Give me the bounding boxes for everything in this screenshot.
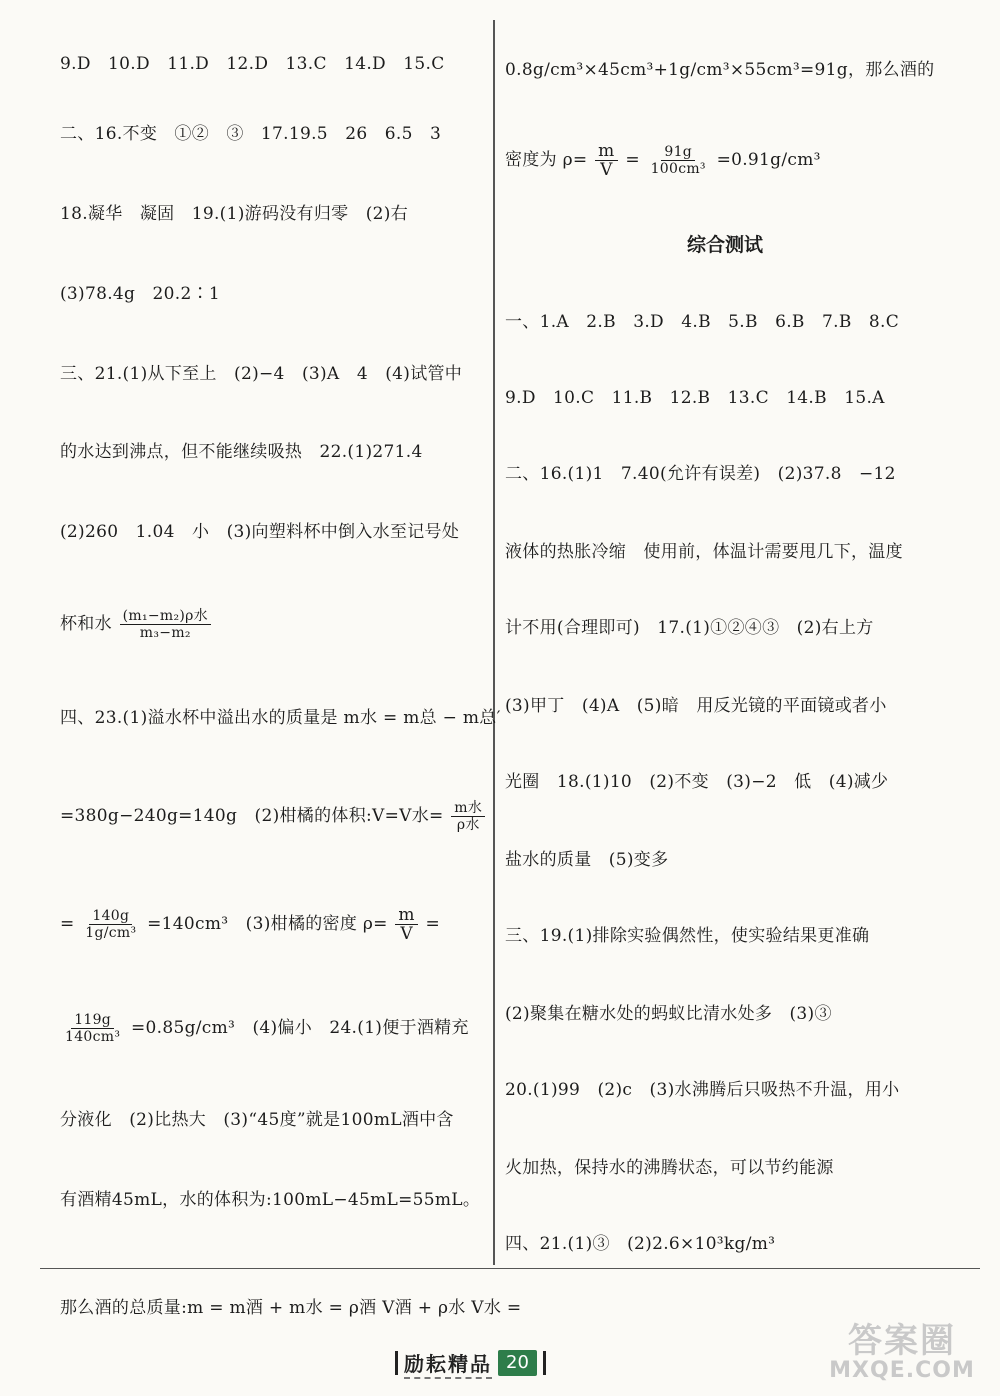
fraction-numerator: 140g — [89, 908, 132, 925]
answer-line: 四、21.(1)③ (2)2.6×10³kg/m³ — [505, 1234, 776, 1254]
answer-line — [60, 608, 213, 641]
answer-line: 18.凝华 凝固 19.(1)游码没有归零 (2)右 — [60, 204, 409, 224]
answer-line — [60, 906, 440, 943]
section-heading: 综合测试 — [686, 234, 763, 256]
line-text: = — [425, 914, 441, 934]
answer-line: 三、21.(1)从下至上 (2)−4 (3)A 4 (4)试管中 — [60, 364, 463, 384]
fraction — [62, 1012, 123, 1045]
line-text: =140cm³ (3)柑橘的密度 ρ= — [147, 914, 388, 934]
answer-line: (2)聚集在糖水处的蚂蚁比清水处多 (3)③ — [505, 1004, 832, 1024]
fraction-denominator: 1g/cm³ — [85, 925, 137, 941]
fraction-denominator: 100cm³ — [650, 161, 706, 177]
answer-line: (2)260 1.04 小 (3)向塑料杯中倒入水至记号处 — [60, 522, 460, 542]
answer-line — [60, 800, 487, 833]
answer-line: 有酒精45mL，水的体积为:100mL−45mL=55mL。 — [60, 1190, 481, 1210]
answer-line — [505, 142, 821, 179]
fraction — [451, 800, 485, 833]
answer-line: (3)甲丁 (4)A (5)暗 用反光镜的平面镜或者小 — [505, 696, 887, 716]
line-text: = — [60, 914, 75, 934]
answer-line: 20.(1)99 (2)c (3)水沸腾后只吸热不升温，用小 — [505, 1080, 900, 1100]
fraction — [82, 908, 139, 941]
footer-bar-right — [543, 1351, 546, 1375]
fraction-numerator: m — [595, 142, 617, 161]
answer-line — [60, 1012, 469, 1045]
line-text: =0.85g/cm³ (4)偏小 24.(1)便于酒精充 — [130, 1018, 469, 1038]
fraction-denominator: m₃−m₂ — [139, 625, 191, 641]
fraction-denominator: 140cm³ — [65, 1029, 121, 1045]
answer-line: 二、16.不变 ①② ③ 17.19.5 26 6.5 3 — [60, 124, 442, 144]
fraction-denominator: V — [400, 924, 413, 944]
answer-line: 0.8g/cm³×45cm³+1g/cm³×55cm³=91g，那么酒的 — [505, 60, 935, 80]
answer-line: (3)78.4g 20.2∶1 — [60, 284, 220, 304]
fraction — [395, 906, 417, 943]
footer-divider — [40, 1268, 980, 1269]
watermark-logo-text: 答案圈 — [848, 1321, 956, 1361]
answer-line: 那么酒的总质量:m = m酒 + m水 = ρ酒 V酒 + ρ水 V水 = — [60, 1298, 522, 1318]
answer-line: 光圈 18.(1)10 (2)不变 (3)−2 低 (4)减少 — [505, 772, 889, 792]
answer-line: 液体的热胀冷缩 使用前，体温计需要甩几下，温度 — [505, 542, 903, 562]
line-text: =0.91g/cm³ — [716, 150, 821, 170]
fraction — [120, 608, 211, 641]
answer-line: 火加热，保持水的沸腾状态，可以节约能源 — [505, 1158, 834, 1178]
answer-line: 盐水的质量 (5)变多 — [505, 850, 669, 870]
footer-bar-left — [395, 1351, 398, 1375]
fraction — [595, 142, 617, 179]
brand-label: 励耘精品 — [404, 1348, 492, 1379]
column-divider — [493, 20, 495, 1265]
fraction-denominator: V — [600, 160, 613, 180]
page-footer — [395, 1348, 546, 1378]
fraction — [648, 144, 709, 177]
answer-line: 四、23.(1)溢水杯中溢出水的质量是 m水 = m总 − m总′ — [60, 708, 501, 728]
answer-line: 三、19.(1)排除实验偶然性，使实验结果更准确 — [505, 926, 870, 946]
line-text: 杯和水 — [60, 614, 112, 634]
fraction-numerator: 119g — [71, 1012, 114, 1029]
fraction-numerator: m水 — [451, 800, 485, 817]
answer-line: 9.D 10.D 11.D 12.D 13.C 14.D 15.C — [60, 54, 445, 74]
line-text: =380g−240g=140g (2)柑橘的体积:V=V水= — [60, 806, 444, 826]
answer-line: 计不用(合理即可) 17.(1)①②④③ (2)右上方 — [505, 618, 874, 638]
answer-line: 二、16.(1)1 7.40(允许有误差) (2)37.8 −12 — [505, 464, 896, 484]
watermark-url: MXQE.COM — [829, 1358, 975, 1383]
fraction-numerator: 91g — [661, 144, 695, 161]
line-text: 密度为 ρ= — [505, 150, 588, 170]
fraction-numerator: m — [395, 906, 417, 925]
watermark — [826, 1322, 978, 1386]
answer-line: 一、1.A 2.B 3.D 4.B 5.B 6.B 7.B 8.C — [505, 312, 900, 332]
fraction-denominator: ρ水 — [456, 817, 480, 833]
answer-line: 9.D 10.C 11.B 12.B 13.C 14.B 15.A — [505, 388, 885, 408]
page-number: 20 — [498, 1350, 537, 1376]
fraction-numerator: (m₁−m₂)ρ水 — [120, 608, 211, 625]
answer-line: 分液化 (2)比热大 (3)“45度”就是100mL酒中含 — [60, 1110, 454, 1130]
line-text: = — [625, 150, 640, 170]
answer-line: 的水达到沸点，但不能继续吸热 22.(1)271.4 — [60, 442, 423, 462]
